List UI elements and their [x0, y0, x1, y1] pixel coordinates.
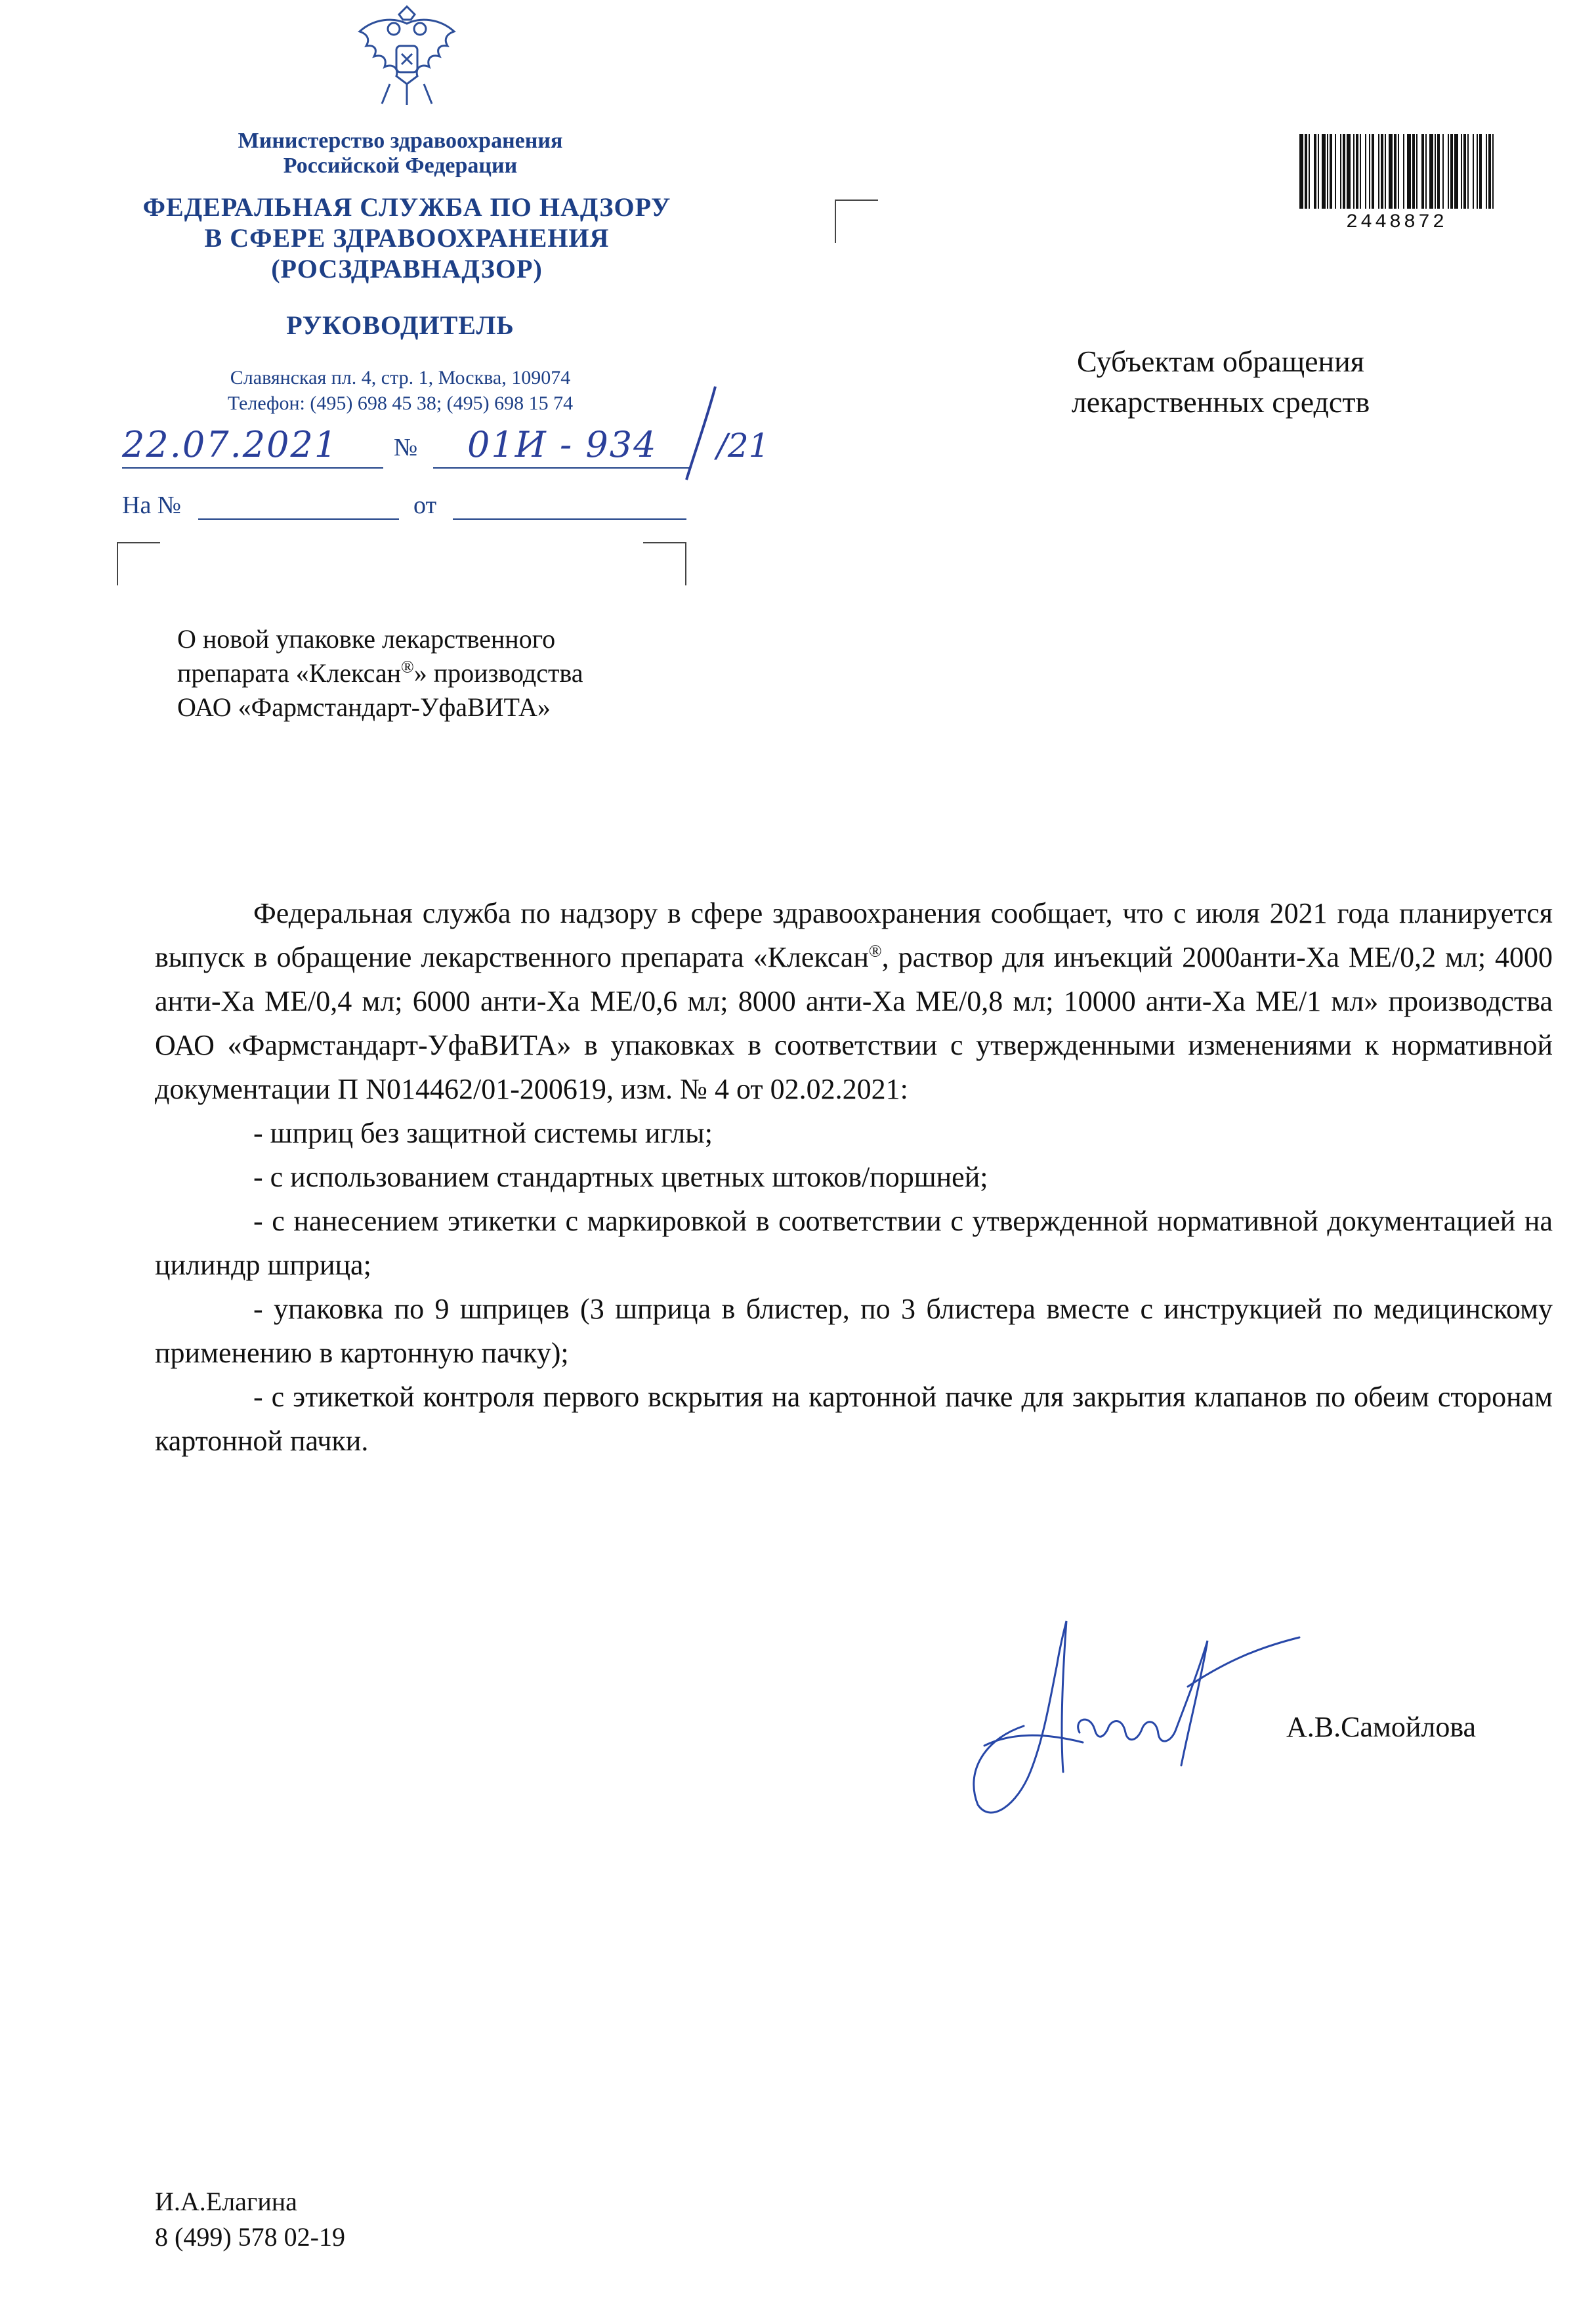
reply-label: На №: [122, 492, 182, 519]
letter-subject: [177, 622, 781, 725]
executor: [155, 2184, 345, 2255]
addressee: [1004, 341, 1437, 423]
ministry-line-1: Министерство здравоохранения: [238, 129, 563, 153]
signer-name: А.В.Самойлова: [1286, 1711, 1477, 1743]
subject-corner-right: [643, 542, 686, 585]
subject-line-1: О новой упаковке лекарственного: [177, 624, 556, 654]
registered-mark: ®: [401, 657, 414, 677]
coat-of-arms-icon: [348, 5, 466, 110]
number-underline: [433, 467, 690, 469]
date-underline: [122, 467, 383, 469]
service-line-2: В СФЕРЕ ЗДРАВООХРАНЕНИЯ: [204, 223, 610, 253]
signature-icon: [945, 1608, 1312, 1831]
subject-corner-left: [117, 542, 160, 585]
list-item: - упаковка по 9 шприцев (3 шприца в блистер, по 3 блистера вместе с инструкцией по медицинскому применению в картонную пачку);: [155, 1293, 1553, 1369]
body-intro-part-b: , раствор для инъекций 2000анти-Ха МЕ/0,2 мл; 4000 анти-Ха МЕ/0,4 мл; 6000 анти-Ха МЕ/0,6 мл; 8000 анти-Ха МЕ/0,8 мл; 10000 анти-Ха МЕ/1 мл» производства ОАО «Фармстандарт-УфаВИТА» в упаковках в соответствии с утвержденными изменениями к нормативной документации П N014462/01-200619, изм. № 4 от 02.02.2021:: [155, 941, 1553, 1105]
subject-line-2b: » производства: [413, 658, 583, 688]
executor-phone: 8 (499) 578 02-19: [155, 2222, 345, 2252]
service-name: [98, 192, 715, 285]
service-line-1: ФЕДЕРАЛЬНАЯ СЛУЖБА ПО НАДЗОРУ: [142, 192, 671, 222]
head-title: РУКОВОДИТЕЛЬ: [286, 310, 514, 340]
addressee-line-1: Субъектам обращения: [1077, 345, 1364, 378]
list-item: - с этикеткой контроля первого вскрытия на картонной пачке для закрытия клапанов по обеим сторонам картонной пачки.: [155, 1381, 1553, 1457]
organization-address: [131, 365, 669, 416]
subject-line-2: [177, 656, 781, 690]
registration-date: 22.07.2021: [122, 424, 339, 465]
addressee-line-2: лекарственных средств: [1071, 385, 1370, 419]
ministry-line-2: Российской Федерации: [283, 154, 518, 179]
reply-from-label: от: [413, 492, 437, 519]
registration-number: 01И - 934: [467, 424, 658, 465]
addressee-corner: [835, 200, 878, 243]
reply-date-underline: [453, 518, 686, 520]
reply-number-underline: [198, 518, 399, 520]
handwritten-slash-icon: [681, 384, 721, 482]
list-item: - с использованием стандартных цветных штоков/поршней;: [253, 1161, 988, 1193]
body-intro: [155, 891, 1553, 1111]
registration-number-suffix: /21: [717, 427, 770, 465]
barcode-number: 2448872: [1345, 211, 1448, 234]
subject-line-3: ОАО «Фармстандарт-УфаВИТА»: [177, 692, 551, 722]
letter-body: [155, 891, 1553, 1463]
body-intro-part-a: Федеральная служба по надзору в сфере здравоохранения сообщает, что с июля 2021 года планируется выпуск в обращение лекарственного препарата «Клексан: [155, 897, 1553, 973]
address-line: Славянская пл. 4, стр. 1, Москва, 109074: [230, 367, 571, 389]
ministry-name: [158, 129, 643, 179]
list-item: - шприц без защитной системы иглы;: [253, 1117, 713, 1149]
barcode-icon: [1298, 134, 1495, 209]
number-label: №: [394, 434, 418, 461]
list-item: - с нанесением этикетки с маркировкой в соответствии с утвержденной нормативной документацией на цилиндр шприца;: [155, 1205, 1553, 1281]
subject-line-2a: препарата «Клексан: [177, 658, 401, 688]
service-line-3: (РОСЗДРАВНАДЗОР): [271, 254, 543, 284]
executor-name: И.А.Елагина: [155, 2187, 297, 2216]
phones-line: Телефон: (495) 698 45 38; (495) 698 15 74: [227, 392, 574, 414]
registered-mark: ®: [868, 941, 882, 961]
